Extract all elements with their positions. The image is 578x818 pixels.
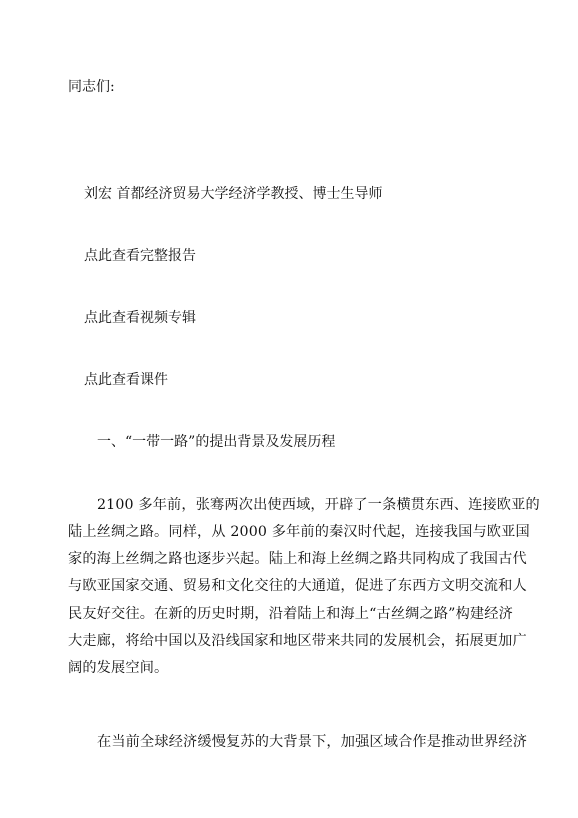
paragraph-line: 陆上丝绸之路。同样，从 2000 多年前的秦汉时代起，连接我国与欧亚国 bbox=[68, 524, 530, 540]
section-heading: 一、“一带一路”的提出背景及发展历程 bbox=[97, 434, 336, 450]
paragraph-line: 在当前全球经济缓慢复苏的大背景下，加强区域合作是推动世界经济 bbox=[97, 734, 528, 750]
paragraph-line: 与欧亚国家交通、贸易和文化交往的大通道，促进了东西方文明交流和人 bbox=[68, 578, 527, 594]
paragraph-line: 家的海上丝绸之路也逐步兴起。陆上和海上丝绸之路共同构成了我国古代 bbox=[68, 551, 527, 567]
author-line: 刘宏 首都经济贸易大学经济学教授、博士生导师 bbox=[84, 186, 383, 202]
link-full-report[interactable]: 点此查看完整报告 bbox=[84, 248, 196, 264]
link-courseware[interactable]: 点此查看课件 bbox=[84, 372, 168, 388]
paragraph-line: 阔的发展空间。 bbox=[68, 660, 169, 676]
paragraph-line: 民友好交往。在新的历史时期，沿着陆上和海上“古丝绸之路”构建经济 bbox=[68, 606, 513, 622]
link-video-collection[interactable]: 点此查看视频专辑 bbox=[84, 310, 196, 326]
salutation: 同志们: bbox=[68, 79, 115, 95]
paragraph-line: 2100 多年前，张骞两次出使西域，开辟了一条横贯东西、连接欧亚的 bbox=[97, 497, 540, 513]
paragraph-line: 大走廊，将给中国以及沿线国家和地区带来共同的发展机会，拓展更加广 bbox=[68, 633, 527, 649]
